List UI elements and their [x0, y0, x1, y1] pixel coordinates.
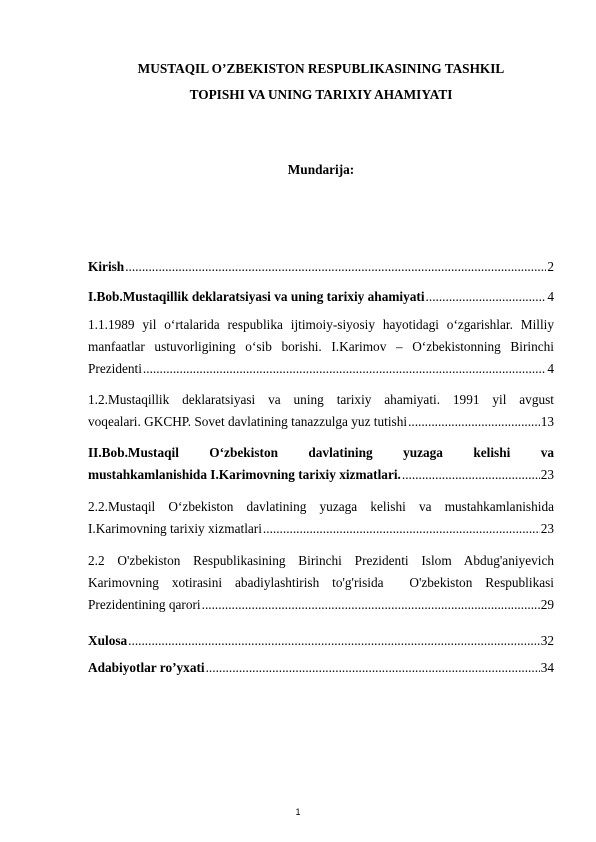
- toc-entry-text-line: I.Karimovning tarixiy xizmatlari: [88, 521, 262, 536]
- document-title: [88, 56, 554, 108]
- toc-entry-text-line: voqealari. GKCHP. Sovet davlatining tanazzulga yuz tutishi: [88, 414, 408, 429]
- dot-leader: [143, 358, 546, 380]
- page-number: 1: [295, 807, 301, 817]
- toc-page-number: 4: [547, 289, 554, 304]
- toc-page-number: 34: [540, 660, 554, 675]
- toc-entry-text-line: 1.1.1989 yil o‘rtalarida respublika ijtimoiy-siyosiy hayotidagi o‘zgarishlar. Milliy: [88, 317, 554, 332]
- toc-entry-text-line: mustahkamlanishida I.Karimovning tarixiy xizmatlari.: [88, 467, 401, 482]
- toc-entry-text: Xulosa: [88, 633, 128, 648]
- toc-entry-adabiyotlar[interactable]: [88, 657, 554, 679]
- toc-entry-section-1-1[interactable]: [88, 314, 554, 380]
- toc-entry-section-1-2[interactable]: [88, 389, 554, 433]
- toc-entry-text-line: 2.2 O'zbekiston Respublikasining Birinchi Prezidenti Islom Abdug'aniyevich: [88, 553, 554, 568]
- toc-page-number: 13: [540, 414, 554, 429]
- toc-entry-bob-2[interactable]: [88, 442, 554, 486]
- toc-entry-text-line: Karimovning xotirasini abadiylashtirish to'g'risida O'zbekiston Respublikasi: [88, 575, 554, 590]
- title-line-2: TOPISHI VA UNING TARIXIY AHAMIYATI: [189, 87, 453, 102]
- toc-entry-text-line: manfaatlar ustuvorligining o‘sib borishi. I.Karimov – O‘zbekistonning Birinchi: [88, 339, 554, 354]
- toc-page-number: 29: [540, 597, 554, 612]
- dot-leader: [125, 256, 546, 278]
- toc-page-number: 2: [547, 259, 554, 274]
- toc-entry-kirish[interactable]: [88, 256, 554, 278]
- toc-entry-text: I.Bob.Mustaqillik deklaratsiyasi va uning tarixiy ahamiyati: [88, 289, 425, 304]
- toc-entry-text-line: Prezidentining qarori: [88, 597, 201, 612]
- dot-leader: [202, 594, 540, 616]
- toc-entry-text: Adabiyotlar ro’yxati: [88, 660, 205, 675]
- toc-entry-section-2-2-b[interactable]: [88, 550, 554, 616]
- toc-entry-xulosa[interactable]: [88, 630, 554, 652]
- dot-leader: [128, 630, 540, 652]
- toc-entry-text-line: II.Bob.Mustaqil O‘zbekiston davlatining yuzaga kelishi va: [88, 445, 554, 460]
- dot-leader: [402, 464, 540, 486]
- toc-entry-section-2-2-a[interactable]: [88, 496, 554, 540]
- toc-page-number: 23: [540, 521, 554, 536]
- toc-entry-text: Kirish: [88, 259, 125, 274]
- title-line-1: MUSTAQIL O’ZBEKISTON RESPUBLIKASINING TASHKIL: [137, 61, 505, 76]
- toc-page-number: 32: [540, 633, 554, 648]
- dot-leader: [263, 518, 540, 540]
- contents-heading: Mundarija:: [287, 162, 355, 177]
- toc-page-number: 23: [540, 467, 554, 482]
- dot-leader: [206, 657, 540, 679]
- toc-page-number: 4: [547, 361, 554, 376]
- toc-entry-text-line: 1.2.Mustaqillik deklaratsiyasi va uning tarixiy ahamiyati. 1991 yil avgust: [88, 392, 554, 407]
- toc-entry-text-line: 2.2.Mustaqil O‘zbekiston davlatining yuzaga kelishi va mustahkamlanishida: [88, 499, 554, 514]
- dot-leader: [426, 286, 547, 308]
- toc-entry-text-line: Prezidenti: [88, 361, 142, 376]
- dot-leader: [408, 411, 540, 433]
- toc-entry-bob-1[interactable]: [88, 286, 554, 308]
